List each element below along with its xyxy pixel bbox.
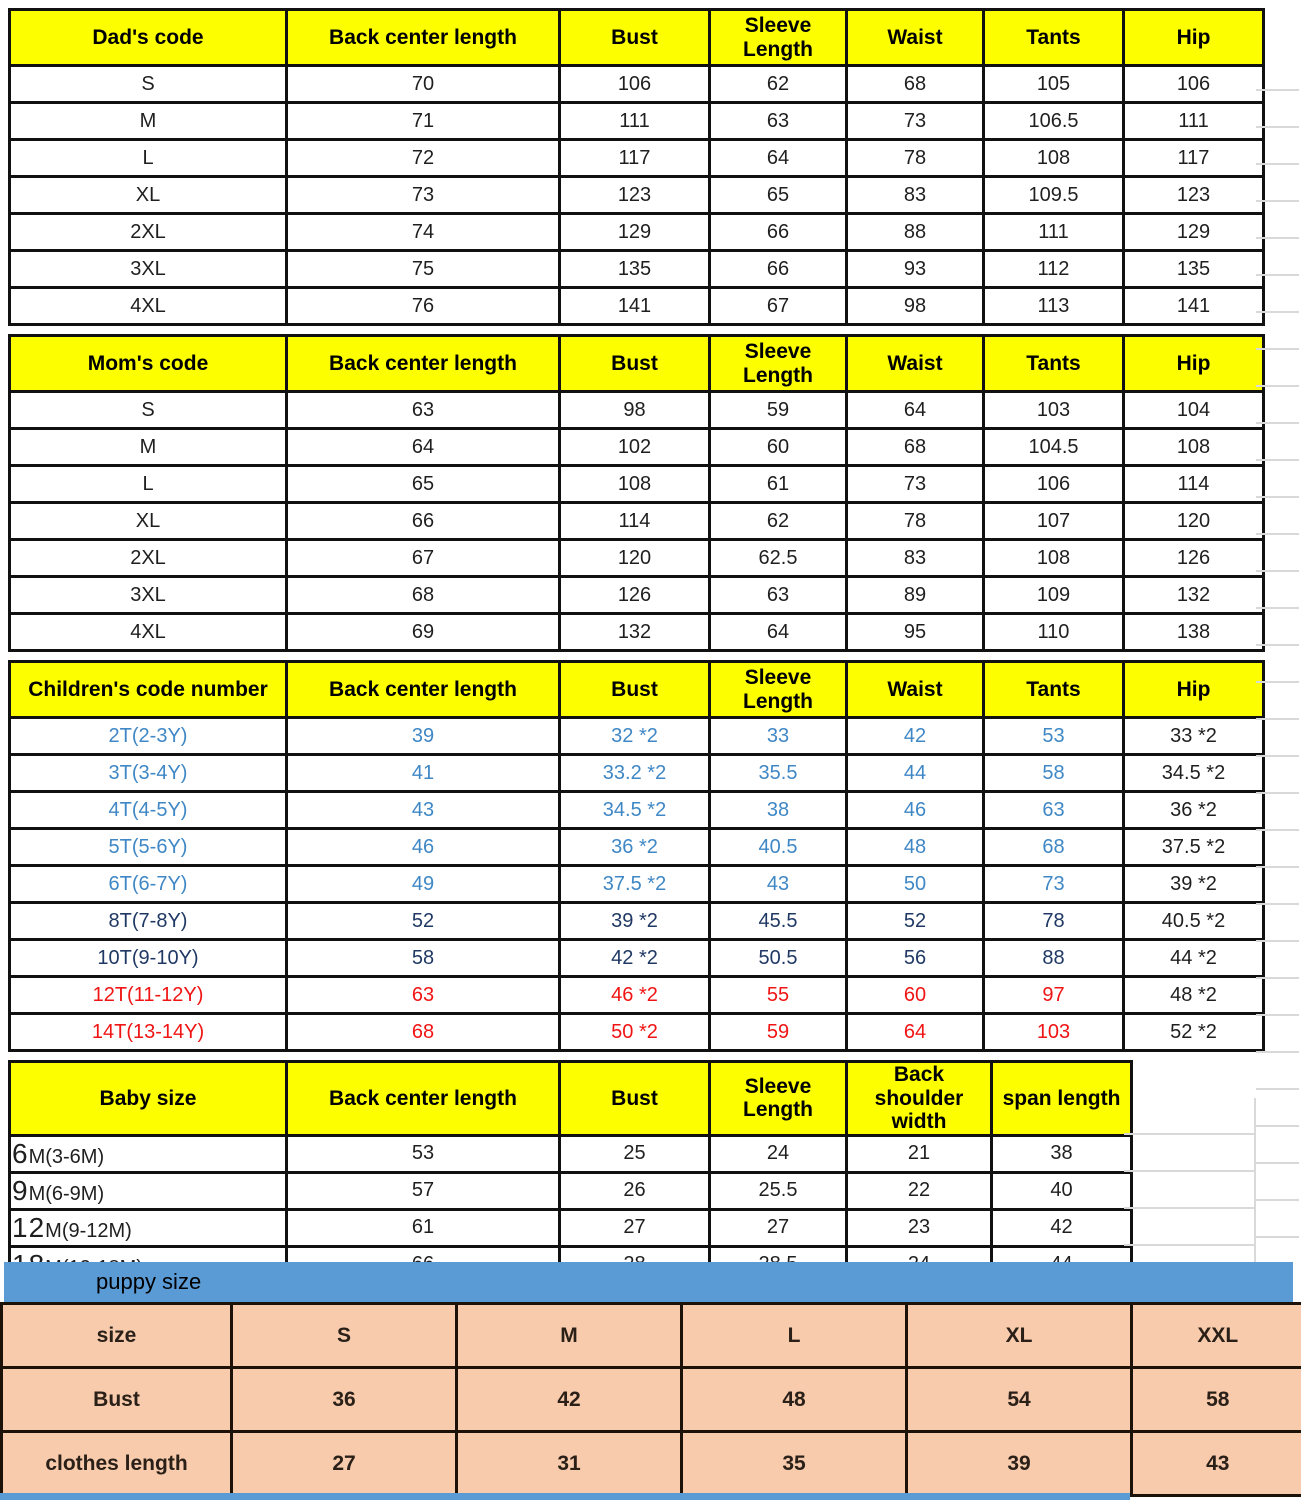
right-gridline-gutter xyxy=(1256,54,1299,1258)
measurement-cell: 33.2 *2 xyxy=(560,755,710,792)
column-header: Waist xyxy=(847,336,984,392)
measurement-cell: 53 xyxy=(984,718,1124,755)
measurement-cell: 61 xyxy=(710,466,847,503)
column-header: Tants xyxy=(984,662,1124,718)
measurement-cell: 68 xyxy=(287,1014,560,1051)
size-code-cell: 12M(9-12M) xyxy=(10,1209,287,1246)
measurement-cell: 52 xyxy=(287,903,560,940)
measurement-cell: 64 xyxy=(710,614,847,651)
column-header: Sleeve Length xyxy=(710,662,847,718)
measurement-cell: 112 xyxy=(984,251,1124,288)
table-row xyxy=(10,577,1264,614)
measurement-cell: 44 *2 xyxy=(1124,940,1264,977)
measurement-cell: 89 xyxy=(847,577,984,614)
moms-code-table xyxy=(8,334,1265,652)
puppy-size-bar xyxy=(4,1262,1293,1302)
measurement-cell: 64 xyxy=(847,392,984,429)
measurement-cell: 106 xyxy=(560,66,710,103)
measurement-cell: 68 xyxy=(847,429,984,466)
measurement-cell: 97 xyxy=(984,977,1124,1014)
column-header: Back center length xyxy=(287,10,560,66)
size-code-cell: L xyxy=(10,140,287,177)
column-header: Tants xyxy=(984,336,1124,392)
table-row xyxy=(10,140,1264,177)
measurement-cell: 78 xyxy=(847,503,984,540)
column-header: Bust xyxy=(560,336,710,392)
measurement-cell: 46 xyxy=(287,829,560,866)
measurement-cell: 33 *2 xyxy=(1124,718,1264,755)
measurement-cell: XXL xyxy=(1132,1304,1301,1368)
table-row xyxy=(2,1432,1301,1496)
measurement-cell: 22 xyxy=(847,1172,992,1209)
size-chart-sheet xyxy=(8,8,1262,1293)
table-row xyxy=(10,614,1264,651)
measurement-cell: 37.5 *2 xyxy=(560,866,710,903)
measurement-cell: 63 xyxy=(287,977,560,1014)
measurement-cell: 70 xyxy=(287,66,560,103)
size-code-cell: XL xyxy=(10,177,287,214)
column-header: Back shoulder width xyxy=(847,1062,992,1136)
column-header: Waist xyxy=(847,662,984,718)
measurement-cell: 46 xyxy=(847,792,984,829)
measurement-cell: 58 xyxy=(984,755,1124,792)
header-row xyxy=(10,662,1264,718)
measurement-cell: 62.5 xyxy=(710,540,847,577)
measurement-cell: 68 xyxy=(847,66,984,103)
measurement-cell: 88 xyxy=(847,214,984,251)
header-row xyxy=(10,10,1264,66)
measurement-cell: 114 xyxy=(1124,466,1264,503)
measurement-cell: 27 xyxy=(232,1432,457,1496)
size-code-cell: 9M(6-9M) xyxy=(10,1172,287,1209)
measurement-cell: 108 xyxy=(1124,429,1264,466)
measurement-cell: 31 xyxy=(457,1432,682,1496)
measurement-cell: 41 xyxy=(287,755,560,792)
column-header: Back center length xyxy=(287,662,560,718)
table-row xyxy=(10,288,1264,325)
measurement-cell: 111 xyxy=(984,214,1124,251)
size-code-cell: 6M(3-6M) xyxy=(10,1135,287,1172)
measurement-cell: 69 xyxy=(287,614,560,651)
measurement-cell: 64 xyxy=(847,1014,984,1051)
measurement-cell: 135 xyxy=(1124,251,1264,288)
measurement-cell: 34.5 *2 xyxy=(1124,755,1264,792)
table-row xyxy=(2,1304,1301,1368)
measurement-cell: 24 xyxy=(710,1135,847,1172)
column-header: Mom's code xyxy=(10,336,287,392)
baby-size-table xyxy=(8,1060,1133,1285)
size-code-cell: 2T(2-3Y) xyxy=(10,718,287,755)
measurement-cell: 50.5 xyxy=(710,940,847,977)
measurement-cell: 36 *2 xyxy=(1124,792,1264,829)
measurement-cell: 35 xyxy=(682,1432,907,1496)
size-code-cell: 2XL xyxy=(10,214,287,251)
measurement-cell: 108 xyxy=(560,466,710,503)
measurement-cell: 129 xyxy=(1124,214,1264,251)
measurement-cell: 113 xyxy=(984,288,1124,325)
measurement-cell: 138 xyxy=(1124,614,1264,651)
measurement-cell: 109 xyxy=(984,577,1124,614)
measurement-cell: 73 xyxy=(287,177,560,214)
table-row xyxy=(10,66,1264,103)
size-code-cell: S xyxy=(10,66,287,103)
table-row xyxy=(10,977,1264,1014)
measurement-cell: 75 xyxy=(287,251,560,288)
column-header: Bust xyxy=(560,10,710,66)
column-header: Sleeve Length xyxy=(710,336,847,392)
size-code-cell: S xyxy=(10,392,287,429)
measurement-cell: 27 xyxy=(710,1209,847,1246)
measurement-cell: 123 xyxy=(1124,177,1264,214)
measurement-cell: 129 xyxy=(560,214,710,251)
measurement-cell: 65 xyxy=(287,466,560,503)
size-code-cell: 3XL xyxy=(10,251,287,288)
table-row xyxy=(2,1368,1301,1432)
size-code-cell: 14T(13-14Y) xyxy=(10,1014,287,1051)
measurement-cell: 63 xyxy=(710,103,847,140)
row-label-cell: clothes length xyxy=(2,1432,232,1496)
size-code-cell: 4T(4-5Y) xyxy=(10,792,287,829)
measurement-cell: 40.5 xyxy=(710,829,847,866)
measurement-cell: 66 xyxy=(710,214,847,251)
measurement-cell: 48 xyxy=(682,1368,907,1432)
size-code-cell: 6T(6-7Y) xyxy=(10,866,287,903)
measurement-cell: 106.5 xyxy=(984,103,1124,140)
measurement-cell: 60 xyxy=(847,977,984,1014)
measurement-cell: 40 xyxy=(992,1172,1132,1209)
puppy-size-title: puppy size xyxy=(96,1269,202,1294)
header-row xyxy=(10,336,1264,392)
measurement-cell: 57 xyxy=(287,1172,560,1209)
measurement-cell: 98 xyxy=(560,392,710,429)
measurement-cell: 39 xyxy=(907,1432,1132,1496)
measurement-cell: 38 xyxy=(992,1135,1132,1172)
measurement-cell: 104.5 xyxy=(984,429,1124,466)
table-row xyxy=(10,829,1264,866)
column-header: Tants xyxy=(984,10,1124,66)
measurement-cell: 72 xyxy=(287,140,560,177)
measurement-cell: 117 xyxy=(1124,140,1264,177)
table-row xyxy=(10,429,1264,466)
measurement-cell: 50 xyxy=(847,866,984,903)
measurement-cell: 63 xyxy=(984,792,1124,829)
table-row xyxy=(10,755,1264,792)
measurement-cell: 49 xyxy=(287,866,560,903)
measurement-cell: 52 *2 xyxy=(1124,1014,1264,1051)
measurement-cell: 111 xyxy=(560,103,710,140)
measurement-cell: 83 xyxy=(847,177,984,214)
measurement-cell: L xyxy=(682,1304,907,1368)
measurement-cell: 58 xyxy=(287,940,560,977)
measurement-cell: 21 xyxy=(847,1135,992,1172)
dads-code-table xyxy=(8,8,1265,326)
size-code-cell: 8T(7-8Y) xyxy=(10,903,287,940)
measurement-cell: M xyxy=(457,1304,682,1368)
measurement-cell: 33 xyxy=(710,718,847,755)
measurement-cell: 74 xyxy=(287,214,560,251)
table-row xyxy=(10,503,1264,540)
measurement-cell: 35.5 xyxy=(710,755,847,792)
table-row xyxy=(10,940,1264,977)
size-code-cell: M xyxy=(10,103,287,140)
column-header: Waist xyxy=(847,10,984,66)
row-label-cell: Bust xyxy=(2,1368,232,1432)
measurement-cell: 111 xyxy=(1124,103,1264,140)
size-code-cell: 4XL xyxy=(10,288,287,325)
table-row xyxy=(10,1135,1132,1172)
measurement-cell: 42 xyxy=(457,1368,682,1432)
measurement-cell: 39 *2 xyxy=(1124,866,1264,903)
measurement-cell: 43 xyxy=(1132,1432,1301,1496)
measurement-cell: 105 xyxy=(984,66,1124,103)
measurement-cell: 36 xyxy=(232,1368,457,1432)
measurement-cell: 65 xyxy=(710,177,847,214)
measurement-cell: 42 xyxy=(847,718,984,755)
measurement-cell: 126 xyxy=(560,577,710,614)
column-header: Hip xyxy=(1124,662,1264,718)
table-row xyxy=(10,392,1264,429)
measurement-cell: 66 xyxy=(287,503,560,540)
header-row xyxy=(10,1062,1132,1136)
measurement-cell: 45.5 xyxy=(710,903,847,940)
measurement-cell: 76 xyxy=(287,288,560,325)
measurement-cell: 108 xyxy=(984,140,1124,177)
column-header: Back center length xyxy=(287,336,560,392)
measurement-cell: 58 xyxy=(1132,1368,1301,1432)
measurement-cell: 63 xyxy=(710,577,847,614)
column-header: Hip xyxy=(1124,10,1264,66)
measurement-cell: 106 xyxy=(984,466,1124,503)
measurement-cell: 73 xyxy=(847,466,984,503)
measurement-cell: 53 xyxy=(287,1135,560,1172)
size-code-cell: 3T(3-4Y) xyxy=(10,755,287,792)
measurement-cell: 68 xyxy=(984,829,1124,866)
puppy-size-table xyxy=(0,1302,1301,1497)
table-row xyxy=(10,251,1264,288)
measurement-cell: 42 xyxy=(992,1209,1132,1246)
measurement-cell: 59 xyxy=(710,392,847,429)
measurement-cell: 135 xyxy=(560,251,710,288)
measurement-cell: 46 *2 xyxy=(560,977,710,1014)
childrens-code-table xyxy=(8,660,1265,1052)
measurement-cell: 56 xyxy=(847,940,984,977)
table-row xyxy=(10,103,1264,140)
size-code-cell: 3XL xyxy=(10,577,287,614)
column-header: Dad's code xyxy=(10,10,287,66)
measurement-cell: 141 xyxy=(560,288,710,325)
table-row xyxy=(10,466,1264,503)
measurement-cell: 114 xyxy=(560,503,710,540)
measurement-cell: 132 xyxy=(560,614,710,651)
measurement-cell: 25 xyxy=(560,1135,710,1172)
measurement-cell: 88 xyxy=(984,940,1124,977)
size-code-cell: XL xyxy=(10,503,287,540)
column-header: span length xyxy=(992,1062,1132,1136)
measurement-cell: 34.5 *2 xyxy=(560,792,710,829)
column-header: Baby size xyxy=(10,1062,287,1136)
measurement-cell: 83 xyxy=(847,540,984,577)
measurement-cell: 48 xyxy=(847,829,984,866)
measurement-cell: 103 xyxy=(984,392,1124,429)
measurement-cell: 108 xyxy=(984,540,1124,577)
measurement-cell: 64 xyxy=(287,429,560,466)
measurement-cell: 36 *2 xyxy=(560,829,710,866)
measurement-cell: 95 xyxy=(847,614,984,651)
size-code-cell: L xyxy=(10,466,287,503)
measurement-cell: 132 xyxy=(1124,577,1264,614)
table-row xyxy=(10,1209,1132,1246)
measurement-cell: 52 xyxy=(847,903,984,940)
measurement-cell: 48 *2 xyxy=(1124,977,1264,1014)
measurement-cell: 42 *2 xyxy=(560,940,710,977)
measurement-cell: 26 xyxy=(560,1172,710,1209)
puppy-size-section xyxy=(0,1262,1301,1497)
measurement-cell: 54 xyxy=(907,1368,1132,1432)
measurement-cell: 141 xyxy=(1124,288,1264,325)
table-row xyxy=(10,540,1264,577)
measurement-cell: 50 *2 xyxy=(560,1014,710,1051)
measurement-cell: 103 xyxy=(984,1014,1124,1051)
table-row xyxy=(10,792,1264,829)
measurement-cell: 104 xyxy=(1124,392,1264,429)
measurement-cell: 62 xyxy=(710,66,847,103)
measurement-cell: 55 xyxy=(710,977,847,1014)
baby-gridline-gutter xyxy=(1124,1098,1256,1262)
measurement-cell: 68 xyxy=(287,577,560,614)
column-header: Hip xyxy=(1124,336,1264,392)
measurement-cell: 109.5 xyxy=(984,177,1124,214)
measurement-cell: 40.5 *2 xyxy=(1124,903,1264,940)
table-row xyxy=(10,903,1264,940)
measurement-cell: 78 xyxy=(984,903,1124,940)
measurement-cell: 67 xyxy=(710,288,847,325)
measurement-cell: 32 *2 xyxy=(560,718,710,755)
measurement-cell: 120 xyxy=(1124,503,1264,540)
measurement-cell: 61 xyxy=(287,1209,560,1246)
measurement-cell: 60 xyxy=(710,429,847,466)
table-row xyxy=(10,718,1264,755)
measurement-cell: 43 xyxy=(710,866,847,903)
size-code-cell: 4XL xyxy=(10,614,287,651)
measurement-cell: 63 xyxy=(287,392,560,429)
size-code-cell: M xyxy=(10,429,287,466)
size-code-cell: 12T(11-12Y) xyxy=(10,977,287,1014)
measurement-cell: 126 xyxy=(1124,540,1264,577)
measurement-cell: 110 xyxy=(984,614,1124,651)
column-header: Bust xyxy=(560,662,710,718)
column-header: Back center length xyxy=(287,1062,560,1136)
column-header: Children's code number xyxy=(10,662,287,718)
size-code-cell: 10T(9-10Y) xyxy=(10,940,287,977)
measurement-cell: 117 xyxy=(560,140,710,177)
column-header: Sleeve Length xyxy=(710,1062,847,1136)
table-row xyxy=(10,1014,1264,1051)
size-code-cell: 5T(5-6Y) xyxy=(10,829,287,866)
measurement-cell: 59 xyxy=(710,1014,847,1051)
table-row xyxy=(10,214,1264,251)
column-header: Sleeve Length xyxy=(710,10,847,66)
measurement-cell: 93 xyxy=(847,251,984,288)
measurement-cell: 98 xyxy=(847,288,984,325)
measurement-cell: 106 xyxy=(1124,66,1264,103)
measurement-cell: 123 xyxy=(560,177,710,214)
measurement-cell: 73 xyxy=(847,103,984,140)
measurement-cell: 25.5 xyxy=(710,1172,847,1209)
measurement-cell: 67 xyxy=(287,540,560,577)
measurement-cell: 66 xyxy=(710,251,847,288)
measurement-cell: 120 xyxy=(560,540,710,577)
measurement-cell: 102 xyxy=(560,429,710,466)
measurement-cell: 43 xyxy=(287,792,560,829)
bottom-blue-strip xyxy=(0,1493,1130,1500)
measurement-cell: 37.5 *2 xyxy=(1124,829,1264,866)
measurement-cell: 107 xyxy=(984,503,1124,540)
measurement-cell: 71 xyxy=(287,103,560,140)
measurement-cell: 44 xyxy=(847,755,984,792)
table-row xyxy=(10,866,1264,903)
measurement-cell: 78 xyxy=(847,140,984,177)
measurement-cell: 38 xyxy=(710,792,847,829)
measurement-cell: 39 xyxy=(287,718,560,755)
measurement-cell: 27 xyxy=(560,1209,710,1246)
measurement-cell: 23 xyxy=(847,1209,992,1246)
measurement-cell: 64 xyxy=(710,140,847,177)
measurement-cell: S xyxy=(232,1304,457,1368)
size-code-cell: 2XL xyxy=(10,540,287,577)
table-row xyxy=(10,1172,1132,1209)
row-label-cell: size xyxy=(2,1304,232,1368)
measurement-cell: 73 xyxy=(984,866,1124,903)
column-header: Bust xyxy=(560,1062,710,1136)
measurement-cell: 62 xyxy=(710,503,847,540)
table-row xyxy=(10,177,1264,214)
measurement-cell: XL xyxy=(907,1304,1132,1368)
measurement-cell: 39 *2 xyxy=(560,903,710,940)
